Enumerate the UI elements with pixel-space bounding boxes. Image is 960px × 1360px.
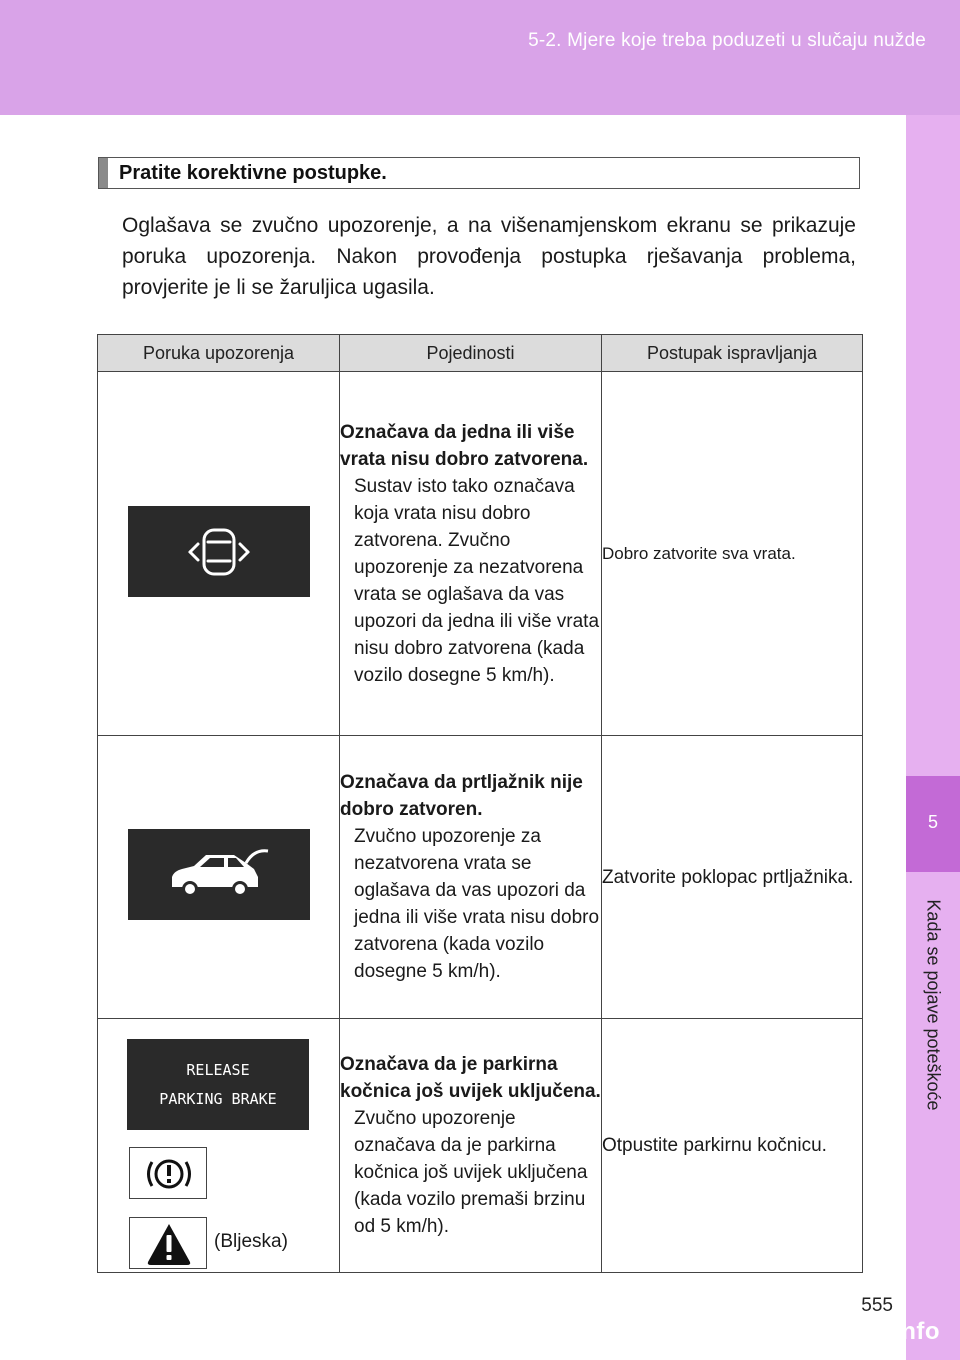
details-cell <box>340 372 602 736</box>
details-heading: Označava da je parkirna kočnica još uvijek uključena. <box>340 1054 601 1102</box>
message-cell <box>98 372 340 736</box>
flash-label: (Bljeska) <box>214 1231 288 1252</box>
col-header-message: Poruka upozorenja <box>98 335 340 372</box>
master-warning-box <box>129 1217 207 1269</box>
brake-warning-icon <box>130 1148 208 1200</box>
col-header-action: Postupak ispravljanja <box>602 335 863 372</box>
details-text: Sustav isto tako označava koja vrata nisu dobro zatvorena. Zvučno upozorenje za nezatvorena vrata se oglašava da vas upozori da jedna ili više vrata nisu dobro zatvorena (kada vozilo dosegne 5 km/h). <box>354 475 600 686</box>
page-number: 555 <box>861 1295 893 1316</box>
details-cell <box>340 736 602 1019</box>
col-header-details: Pojedinosti <box>340 335 602 372</box>
section-heading <box>98 157 860 189</box>
table-row <box>98 372 863 736</box>
intro-paragraph: Oglašava se zvučno upozorenje, a na višenamjenskom ekranu se prikazuje poruka upozorenja. Nakon provođenja postupka rješavanja problema, provjerite je li se žaruljica ugasila. <box>122 214 856 299</box>
table-row <box>98 736 863 1019</box>
message-cell <box>98 736 340 1019</box>
section-header: 5-2. Mjere koje treba poduzeti u slučaju nužde <box>528 30 926 51</box>
details-text: Zvučno upozorenje označava da je parkirna kočnica još uvijek uključena (kada vozilo premaši brzinu od 5 km/h). <box>354 1108 588 1237</box>
action-cell: Dobro zatvorite sva vrata. <box>602 372 863 736</box>
screen-line-parking-brake: PARKING BRAKE <box>159 1090 277 1108</box>
message-cell <box>98 1019 340 1273</box>
chapter-tab <box>906 776 960 872</box>
trunk-open-warning-icon <box>128 829 310 920</box>
action-cell: Zatvorite poklopac prtljažnika. <box>602 736 863 1019</box>
details-text: Zvučno upozorenje za nezatvorena vrata se oglašava da vas upozori da jedna ili više vrata nisu dobro zatvorena (kada vozilo dosegne 5 km/h). <box>354 826 600 982</box>
section-title: Pratite korektivne postupke. <box>119 162 387 184</box>
header-band <box>0 0 960 115</box>
action-cell: Otpustite parkirnu kočnicu. <box>602 1019 863 1273</box>
release-parking-brake-display <box>127 1039 309 1130</box>
heading-marker <box>99 158 108 188</box>
door-open-warning-icon <box>128 506 310 597</box>
table-row <box>98 1019 863 1273</box>
brake-indicator-box <box>129 1147 207 1199</box>
master-warning-icon <box>130 1218 208 1270</box>
details-heading: Označava da jedna ili više vrata nisu dobro zatvorena. <box>340 421 589 470</box>
details-cell <box>340 1019 602 1273</box>
chapter-title: Kada se pojave poteškoće <box>923 899 944 1111</box>
chapter-sidebar <box>906 115 960 1360</box>
watermark: carmanualsonline.info <box>674 1318 940 1345</box>
screen-line-release: RELEASE <box>186 1061 250 1079</box>
warning-table <box>97 334 863 1273</box>
table-header-row <box>98 335 863 372</box>
details-heading: Označava da prtljažnik nije dobro zatvoren. <box>340 772 583 820</box>
chapter-number: 5 <box>927 812 938 832</box>
